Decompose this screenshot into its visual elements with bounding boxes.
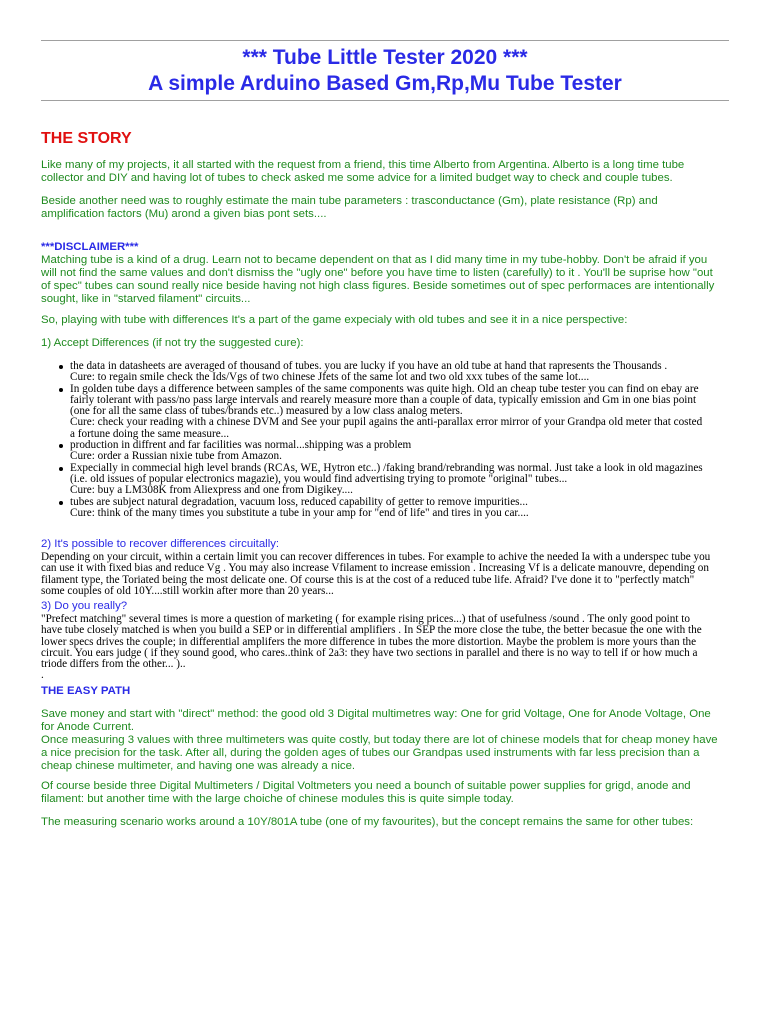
cure-line: Cure: check your reading with a chinese DVM and See your pupil agains the anti-parallax error mirror of your Grandpa old meter that costed bbox=[70, 416, 703, 429]
section-2-paragraph bbox=[41, 552, 729, 597]
top-divider bbox=[41, 40, 729, 41]
story-paragraph-2 bbox=[41, 195, 729, 221]
text-line: collector and DIY and having lot of tubes to check asked me some advice for a limited budget way to check and couple tubes. bbox=[41, 172, 673, 184]
bullet-icon bbox=[59, 501, 63, 505]
easy-path-paragraph-2 bbox=[41, 780, 729, 806]
text-line: will not find the same values and don't dismiss the "ugly one" before you have time to listen (carefully) to it . You'll be suprise how "out bbox=[41, 267, 713, 279]
bullet-icon bbox=[59, 444, 63, 448]
list-item bbox=[41, 463, 729, 497]
trailing-dot: . bbox=[41, 669, 44, 682]
section-3-heading: 3) Do you really? bbox=[41, 600, 128, 612]
text-line: Depending on your circuit, within a certain limit you can recover differences in tubes. For example to achive the needed Ia with a underspec tube you bbox=[41, 551, 711, 563]
section-2-heading: 2) It's possible to recover differences circuitally: bbox=[41, 538, 280, 550]
text-line: (i.e. old issues of popular electronics magazie), you would find advertising trying to promote "original" tubes... bbox=[70, 472, 568, 485]
so-paragraph: So, playing with tube with differences It's a part of the game expecialy with old tubes and see it in a nice perspective: bbox=[41, 314, 628, 326]
bullet-icon bbox=[59, 365, 63, 369]
cure-line: Cure: buy a LM308K from Aliexpress and one from Digikey.... bbox=[70, 484, 353, 497]
bullet-icon bbox=[59, 388, 63, 392]
text-line: Once measuring 3 values with three multimeters was quite costly, but today there are lot of chinese models that for cheap money have bbox=[41, 734, 718, 746]
text-line: Expecially in commecial high level brands (RCAs, WE, Hytron etc..) /faking brand/rebranding was normal. Just take a look in old magazines bbox=[70, 461, 703, 474]
disclaimer-paragraph bbox=[41, 254, 729, 306]
list-item bbox=[41, 497, 729, 520]
text-line: amplification factors (Mu) arond a given bias pont sets.... bbox=[41, 208, 327, 220]
text-line: Like many of my projects, it all started with the request from a friend, this time Alberto from Argentina. Alberto is a long time tube bbox=[41, 159, 685, 171]
list-item bbox=[41, 384, 729, 440]
title-divider bbox=[41, 100, 729, 101]
cure-line: a fortune doing the same measure... bbox=[70, 427, 230, 440]
text-line: lower specs drives the couple; in differential amplifers the more difference in tubes the more distortion. Maybe the problem is more yours than the bbox=[41, 635, 697, 648]
text-line: a nice precision for the task. After all, during the golden ages of tubes our Grandpas used instruments with far less precision than a bbox=[41, 747, 700, 759]
section-3-paragraph bbox=[41, 614, 729, 682]
text-line: tubes are subject natural degradation, vacuum loss, reduced capability of getter to remove impurities... bbox=[70, 495, 528, 508]
text-line: production in diffrent and far facilities was normal...shipping was a problem bbox=[70, 439, 412, 452]
text-line: In golden tube days a difference between samples of the same components was quite high. Old an cheap tube tester you can find on ebay are bbox=[70, 382, 699, 395]
text-line: some couples of old 10Y....still workin after more than 20 years... bbox=[41, 584, 334, 597]
text-line: (one for all the same class of tubes/brands etc..) measured by a low class analog meters. bbox=[70, 405, 463, 418]
text-line: filament: but another time with the large choiche of chinese modules this is quite simple today. bbox=[41, 793, 514, 805]
story-paragraph-1 bbox=[41, 159, 729, 185]
text-line: can use it with fixed bias and reduce Vg . You may also increase Vfilament to increase emission . Increasing Vf is a delicate manouvre, depending on bbox=[41, 562, 709, 575]
text-line: sought, like in "starved filament" circuits... bbox=[41, 293, 251, 305]
text-line: have tube closely matched is when you build a SEP or in differential amplifiers . In SEP the more close the tube, the better becasue the one with the bbox=[41, 624, 702, 637]
cure-line: Cure: order a Russian nixie tube from Amazon. bbox=[70, 450, 282, 463]
accept-heading: 1) Accept Differences (if not try the suggested cure): bbox=[41, 337, 304, 349]
text-line: Of course beside three Digital Multimeters / Digital Voltmeters you need a bounch of suitable power supplies for grigd, anode and bbox=[41, 780, 691, 792]
text-line: cheap chinese multimeter, and having one was already a nice. bbox=[41, 760, 356, 772]
text-line: Beside another need was to roughly estimate the main tube parameters : trasconductance (Gm), plate resistance (Rp) and bbox=[41, 195, 658, 207]
page-title-line1: *** Tube Little Tester 2020 *** bbox=[242, 46, 528, 69]
bullet-icon bbox=[59, 467, 63, 471]
story-heading: THE STORY bbox=[41, 130, 132, 147]
easy-path-paragraph-3: The measuring scenario works around a 10Y/801A tube (one of my favourites), but the concept remains the same for other tubes: bbox=[41, 816, 694, 828]
page-title-line2: A simple Arduino Based Gm,Rp,Mu Tube Tester bbox=[148, 72, 622, 95]
text-line: for Anode Current. bbox=[41, 721, 135, 733]
accept-differences-list bbox=[41, 361, 729, 519]
text-line: fairly tolerant with pass/no pass large intervals and rearely measure more than a couple of data, typically emission and Gm in one bias point bbox=[70, 393, 697, 406]
text-line: Save money and start with "direct" method: the good old 3 Digital multimetres way: One for grid Voltage, One for Anode Voltage, One bbox=[41, 708, 711, 720]
text-line: circuit. You ears judge ( if they sound good, who cares..think of 2a3: they have two sections in parallel and there is no way to tell if or how much a bbox=[41, 646, 698, 659]
easy-path-heading: THE EASY PATH bbox=[41, 685, 131, 697]
list-item bbox=[41, 440, 729, 463]
text-line: Matching tube is a kind of a drug. Learn not to became dependent on that as I did many time in my tube-hobby. Don't be afraid if you bbox=[41, 254, 708, 266]
text-line: filament type, the Toriated being the most delicate one. Of course this is at the cost of a reduced tube life. Afraid? I've done it to "perfectly match" bbox=[41, 573, 695, 586]
cure-line: Cure: to regain smile check the Ids/Vgs of two chinese Jfets of the same lot and two old xxx tubes of the same lot.... bbox=[70, 371, 590, 384]
text-line: triode differs from the other... ).. bbox=[41, 658, 186, 671]
disclaimer-heading: ***DISCLAIMER*** bbox=[41, 241, 139, 253]
text-line: of spec" tubes can sound really nice beside having not high class figures. Beside sometimes out of spec performaces are intentionally bbox=[41, 280, 715, 292]
cure-line: Cure: think of the many times you substitute a tube in your amp for "end of life" and tires in you car.... bbox=[70, 506, 529, 519]
text-line: "Prefect matching" several times is more a question of marketing ( for example rising prices...) that of usefulness /sound . The only good point to bbox=[41, 613, 690, 625]
list-item bbox=[41, 361, 729, 384]
easy-path-paragraph-1 bbox=[41, 708, 729, 773]
text-line: the data in datasheets are averaged of thousand of tubes. you are lucky if you have an old tube at hand that rapresents the Thousands . bbox=[70, 360, 668, 372]
